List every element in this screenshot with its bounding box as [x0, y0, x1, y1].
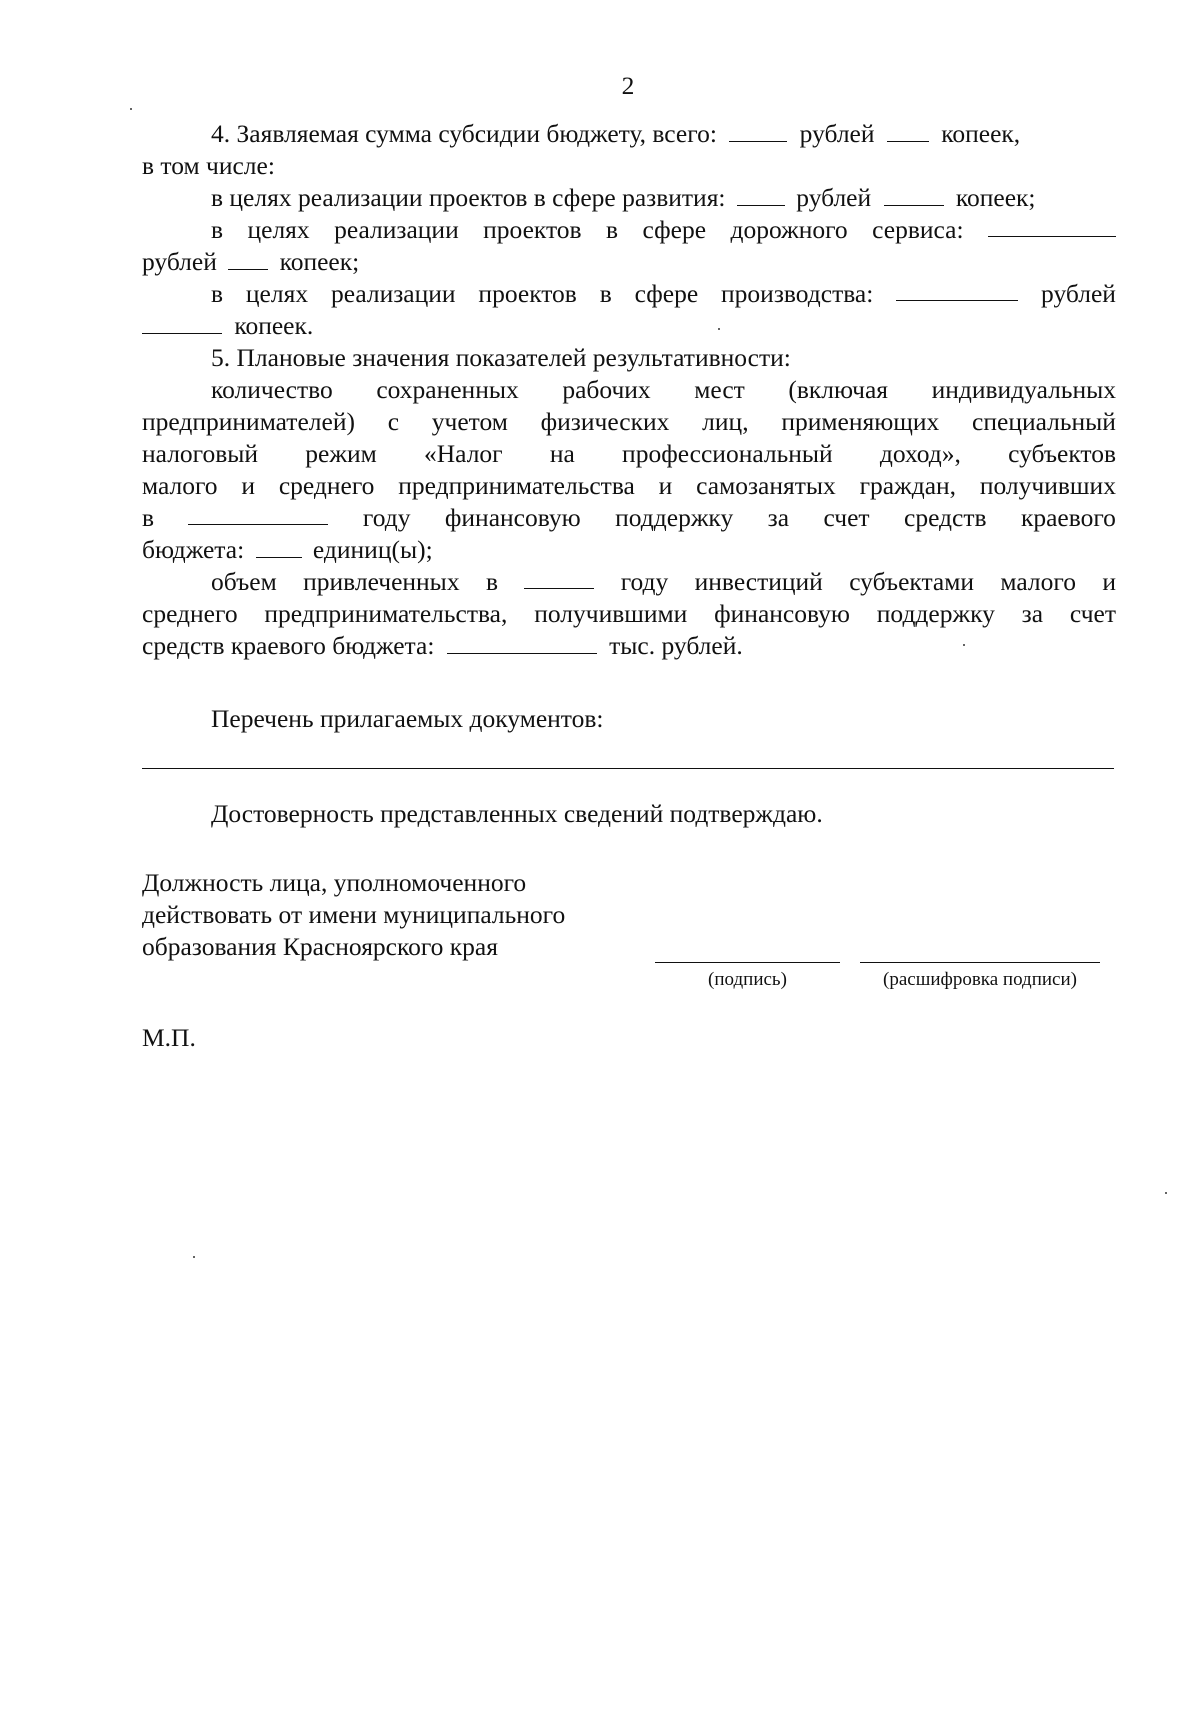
jobs-line-3 — [142, 438, 1116, 470]
signature-line[interactable] — [655, 962, 840, 963]
production-rubles-blank[interactable] — [896, 278, 1018, 301]
word: году — [620, 567, 669, 596]
word: и — [1102, 567, 1116, 596]
word: сфере — [642, 215, 707, 244]
position-line-2: действовать от имени муниципального — [142, 900, 566, 929]
rubles-word: рублей — [799, 119, 875, 148]
word: бюджета: — [142, 535, 245, 564]
road-service-tail — [142, 246, 1116, 278]
word: мест — [694, 375, 745, 404]
word: предпринимательства, — [264, 599, 508, 628]
investment-line-3 — [142, 630, 1116, 662]
word: средств краевого бюджета: — [142, 631, 435, 660]
scan-speck — [963, 644, 965, 646]
word: финансовую — [444, 503, 581, 532]
development-line — [211, 182, 1116, 214]
road-service-line — [211, 214, 1116, 246]
section5-title: 5. Плановые значения показателей результативности: — [211, 343, 791, 372]
word: малого — [142, 471, 218, 500]
word: среднего — [142, 599, 238, 628]
word: субъектами — [849, 567, 975, 596]
word: в — [211, 215, 224, 244]
word: краевого — [1020, 503, 1116, 532]
jobs-units-blank[interactable] — [256, 535, 302, 558]
word: средств — [904, 503, 987, 532]
word: учетом — [431, 407, 508, 436]
word: тыс. рублей. — [609, 631, 743, 660]
word: сервиса: — [872, 215, 964, 244]
signature-decoding-line[interactable] — [860, 962, 1100, 963]
road-rubles-blank[interactable] — [988, 214, 1116, 237]
word: предпринимателей) — [142, 407, 355, 436]
kopecks-word: копеек; — [955, 183, 1036, 212]
rubles-word: рублей — [1041, 279, 1116, 308]
road-kopecks-blank[interactable] — [228, 247, 268, 270]
word: профессиональный — [622, 439, 833, 468]
kopecks-word: копеек; — [279, 247, 360, 276]
page-number: 2 — [621, 71, 635, 100]
word: счет — [823, 503, 870, 532]
subsidy-total-line — [211, 118, 1116, 150]
word: режим — [305, 439, 377, 468]
rubles-word: рублей — [796, 183, 872, 212]
word: среднего — [278, 471, 375, 500]
word: налоговый — [142, 439, 259, 468]
word: и — [241, 471, 256, 500]
jobs-line-1 — [211, 374, 1116, 406]
investment-year-blank[interactable] — [524, 566, 594, 589]
word: (включая — [788, 375, 888, 404]
word: индивидуальных — [931, 375, 1116, 404]
production-line — [211, 278, 1116, 310]
word: в — [142, 503, 155, 532]
signature-caption: (подпись) — [708, 969, 787, 990]
scan-speck — [130, 108, 132, 110]
word: целях — [247, 215, 310, 244]
word: привлеченных — [303, 567, 460, 596]
investment-line-2 — [142, 598, 1116, 630]
jobs-line-2 — [142, 406, 1116, 438]
word: в — [606, 215, 619, 244]
word: в — [485, 567, 498, 596]
kopecks-word: копеек. — [234, 311, 314, 340]
including-line: в том числе: — [142, 151, 275, 180]
kopecks-word: копеек, — [941, 119, 1021, 148]
development-text: в целях реализации проектов в сфере развития: — [211, 183, 726, 212]
word: физических — [540, 407, 670, 436]
subsidy-kopecks-blank[interactable] — [887, 119, 929, 142]
word: за — [767, 503, 790, 532]
word: граждан, — [859, 471, 957, 500]
word: субъектов — [1008, 439, 1116, 468]
subsidy-rubles-blank[interactable] — [729, 119, 787, 142]
jobs-line-5 — [142, 502, 1116, 534]
jobs-line-6 — [142, 534, 1116, 566]
development-kopecks-blank[interactable] — [884, 183, 944, 206]
word: на — [549, 439, 575, 468]
word: поддержку — [876, 599, 995, 628]
scan-speck — [193, 1256, 195, 1258]
word: проектов — [478, 279, 577, 308]
word: специальный — [972, 407, 1116, 436]
word: единиц(ы); — [312, 535, 433, 564]
position-line-3: образования Красноярского края — [142, 932, 498, 961]
word: с — [387, 407, 400, 436]
jobs-line-4 — [142, 470, 1116, 502]
word: рабочих — [562, 375, 651, 404]
scan-speck — [1165, 1192, 1167, 1194]
subsidy-total-text: 4. Заявляемая сумма субсидии бюджету, всего: — [211, 119, 717, 148]
word: реализации — [334, 215, 459, 244]
word: году — [362, 503, 411, 532]
word: и — [658, 471, 673, 500]
word: самозанятых — [696, 471, 836, 500]
word: малого — [1000, 567, 1076, 596]
stamp-label: М.П. — [142, 1023, 196, 1052]
word: финансовую — [714, 599, 850, 628]
word: целях — [245, 279, 309, 308]
word: объем — [211, 567, 277, 596]
word: предпринимательства — [398, 471, 635, 500]
word: дорожного — [730, 215, 848, 244]
documents-label: Перечень прилагаемых документов: — [211, 704, 604, 733]
rubles-word: рублей — [142, 247, 217, 276]
scan-speck — [718, 328, 720, 330]
position-line-1: Должность лица, уполномоченного — [142, 868, 527, 897]
word: за — [1021, 599, 1044, 628]
word: инвестиций — [694, 567, 823, 596]
word: счет — [1069, 599, 1116, 628]
word: производства: — [721, 279, 874, 308]
development-rubles-blank[interactable] — [737, 183, 785, 206]
investment-line-1 — [211, 566, 1116, 598]
documents-list-line[interactable] — [142, 768, 1114, 769]
word: сохраненных — [376, 375, 519, 404]
investment-amount-blank[interactable] — [447, 631, 597, 654]
word: в — [211, 279, 224, 308]
word: «Налог — [423, 439, 503, 468]
production-kopecks-blank[interactable] — [142, 311, 222, 334]
word: применяющих — [781, 407, 940, 436]
word: в — [599, 279, 612, 308]
word: реализации — [330, 279, 456, 308]
production-tail — [142, 310, 1116, 342]
word: получившими — [534, 599, 688, 628]
word: получивших — [979, 471, 1116, 500]
jobs-year-blank[interactable] — [188, 502, 328, 525]
word: количество — [211, 375, 333, 404]
word: лиц, — [702, 407, 749, 436]
signature-decoding-caption: (расшифровка подписи) — [883, 969, 1077, 990]
word: поддержку — [615, 503, 734, 532]
word: доход», — [879, 439, 961, 468]
confirmation-text: Достоверность представленных сведений подтверждаю. — [211, 799, 823, 828]
word: сфере — [634, 279, 699, 308]
word: проектов — [483, 215, 582, 244]
